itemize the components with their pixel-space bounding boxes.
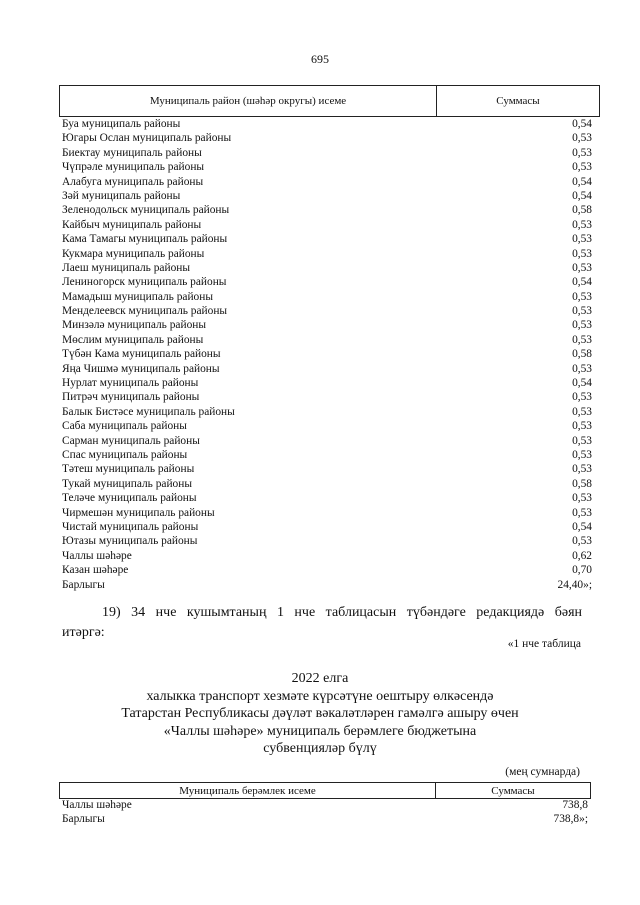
table-row [62, 146, 592, 160]
row-sum: 0,53 [572, 492, 592, 505]
row-name: Буа муниципаль районы [62, 118, 181, 130]
row-sum: 0,53 [572, 161, 592, 174]
row-name: Чаллы шәһәре [62, 799, 132, 811]
row-name: Менделеевск муниципаль районы [62, 305, 228, 318]
row-sum: 0,53 [572, 132, 592, 145]
row-sum: 0,53 [572, 434, 592, 447]
table2-header-name: Муниципаль берәмлек исеме [60, 783, 436, 798]
row-sum: 0,53 [572, 218, 592, 231]
row-sum: 0,53 [572, 233, 592, 246]
row-sum: 0,53 [572, 319, 592, 332]
table-row [62, 812, 588, 826]
row-name: Чүпрәле муниципаль районы [62, 161, 205, 174]
row-sum: 0,53 [572, 463, 592, 476]
row-name: Зеленодольск муниципаль районы [62, 204, 230, 217]
row-sum: 0,54 [572, 520, 592, 533]
table-row [62, 520, 592, 534]
table-row [62, 261, 592, 275]
row-name: Мөслим муниципаль районы [62, 333, 204, 346]
row-sum: 0,54 [572, 175, 592, 188]
table-row [62, 189, 592, 203]
row-sum: 0,62 [572, 549, 592, 562]
table-row [62, 304, 592, 318]
row-name: Питрәч муниципаль районы [62, 391, 200, 404]
table2-body [62, 798, 588, 827]
table-row [62, 506, 592, 520]
table-row [62, 419, 592, 433]
row-name: Спас муниципаль районы [62, 448, 188, 461]
row-name: Тукай муниципаль районы [62, 477, 193, 490]
row-name: Түбән Кама муниципаль районы [62, 348, 221, 361]
row-sum: 0,70 [572, 564, 592, 577]
page-number: 695 [311, 52, 329, 66]
row-sum: 0,53 [572, 146, 592, 159]
row-sum: 738,8»; [553, 813, 588, 826]
table-row [62, 362, 592, 376]
row-sum: 0,53 [572, 506, 592, 519]
row-name: Зәй муниципаль районы [62, 189, 181, 202]
row-name: Мамадыш муниципаль районы [62, 290, 213, 303]
table-row [62, 448, 592, 462]
row-name: Биектау муниципаль районы [62, 146, 202, 159]
row-name: Лениногорск муниципаль районы [62, 276, 227, 289]
table1-header [59, 85, 600, 117]
title-line: халыкка транспорт хезмәте күрсәтүне оештыру өлкәсендә [146, 688, 494, 704]
table-row [62, 333, 592, 347]
row-sum: 0,53 [572, 362, 592, 375]
table1-header-sum: Суммасы [496, 95, 540, 107]
table-row [62, 390, 592, 404]
row-name: Тәтеш муниципаль районы [62, 463, 195, 476]
table-row [62, 318, 592, 332]
row-sum: 0,53 [572, 420, 592, 433]
row-sum: 0,53 [572, 391, 592, 404]
table-row [62, 434, 592, 448]
row-sum: 0,54 [572, 118, 592, 130]
row-name: Югары Ослан муниципаль районы [62, 132, 232, 145]
row-sum: 0,53 [572, 448, 592, 461]
table-row [62, 218, 592, 232]
row-name: Кайбыч муниципаль районы [62, 218, 202, 231]
table-row [62, 175, 592, 189]
row-name: Чаллы шәһәре [62, 549, 132, 562]
row-name: Теләче муниципаль районы [62, 492, 197, 505]
table-row [62, 247, 592, 261]
row-name: Минзәлә муниципаль районы [62, 319, 207, 332]
row-name: Ютазы муниципаль районы [62, 535, 198, 548]
table-row [62, 491, 592, 505]
row-sum: 0,53 [572, 290, 592, 303]
units-note: (мең сумнарда) [505, 766, 580, 778]
row-sum: 0,58 [572, 204, 592, 217]
paragraph-line-2: итәргә: [62, 625, 105, 640]
row-sum: 0,53 [572, 535, 592, 548]
row-sum: 0,58 [572, 348, 592, 361]
row-name: Барлыгы [62, 813, 105, 826]
title-line: «Чаллы шәһәре» муниципаль берәмлеге бюджетына [163, 723, 477, 739]
row-sum: 0,53 [572, 333, 592, 346]
row-sum: 0,53 [572, 305, 592, 318]
row-name: Барлыгы [62, 578, 105, 591]
paragraph-line-1: 19) 34 нче кушымтаның 1 нче таблицасын түбәндәге редакциядә бәян [102, 605, 582, 620]
table-row [62, 160, 592, 174]
table-row [62, 534, 592, 548]
row-sum: 0,54 [572, 189, 592, 202]
row-name: Яңа Чишмә муниципаль районы [62, 362, 220, 375]
table-row [62, 462, 592, 476]
row-name: Чирмешән муниципаль районы [62, 506, 215, 519]
row-name: Лаеш муниципаль районы [62, 261, 191, 274]
row-sum: 0,53 [572, 261, 592, 274]
row-name: Чистай муниципаль районы [62, 520, 199, 533]
table2-header-sum: Суммасы [491, 784, 535, 797]
title-line: субвенцияләр бүлү [263, 741, 377, 756]
row-name: Нурлат муниципаль районы [62, 377, 199, 390]
row-sum: 738,8 [562, 799, 588, 811]
table-row [62, 798, 588, 812]
table2-header [59, 782, 591, 799]
row-sum: 0,53 [572, 247, 592, 260]
title-line: Татарстан Республикасы дәүләт вәкаләтләрен гамәлгә ашыру өчен [121, 706, 519, 721]
table-label: «1 нче таблица [507, 638, 581, 650]
row-sum: 0,54 [572, 276, 592, 289]
row-name: Алабуга муниципаль районы [62, 175, 204, 188]
table-row [62, 131, 592, 145]
table-row [62, 275, 592, 289]
row-name: Балык Бистәсе муниципаль районы [62, 405, 235, 418]
row-name: Кукмара муниципаль районы [62, 247, 205, 260]
table-row [62, 290, 592, 304]
row-sum: 0,54 [572, 377, 592, 390]
table-row [62, 376, 592, 390]
table-row [62, 578, 592, 592]
table-row [62, 117, 592, 131]
table-row [62, 549, 592, 563]
row-name: Саба муниципаль районы [62, 420, 187, 433]
table-row [62, 347, 592, 361]
row-sum: 0,58 [572, 477, 592, 490]
row-name: Казан шәһәре [62, 564, 129, 577]
row-name: Сарман муниципаль районы [62, 434, 200, 447]
table-row [62, 405, 592, 419]
table1-header-name: Муниципаль район (шәһәр округы) исеме [60, 86, 437, 116]
table1-body [62, 117, 592, 592]
table-row [62, 232, 592, 246]
row-name: Кама Тамагы муниципаль районы [62, 233, 228, 246]
row-sum: 24,40»; [557, 578, 592, 591]
row-sum: 0,53 [572, 405, 592, 418]
table-row [62, 203, 592, 217]
table-row [62, 563, 592, 577]
title-line: 2022 елга [291, 671, 349, 686]
table-row [62, 477, 592, 491]
